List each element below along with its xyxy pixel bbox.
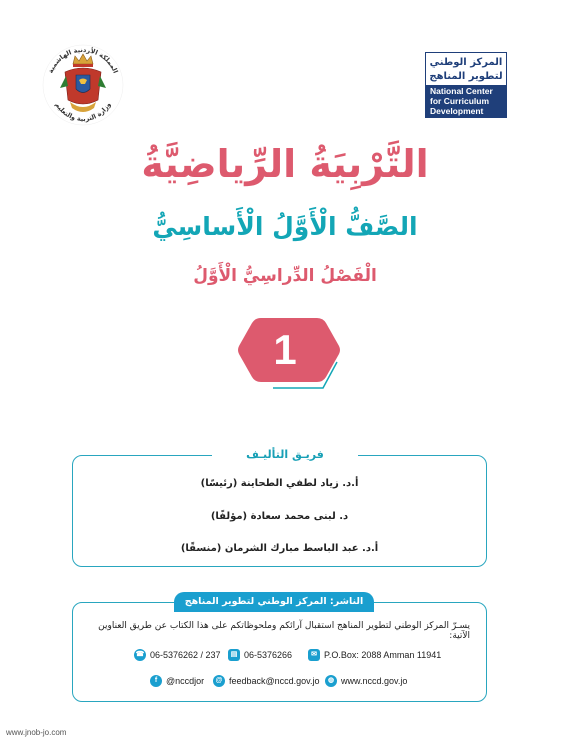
ncc-logo-english-line3: Development bbox=[430, 106, 484, 116]
ministry-emblem bbox=[40, 42, 126, 128]
fax-number: 06-5376266 bbox=[244, 650, 293, 660]
subject-title: التَّرْبِيَةُ الرِّياضِيَّةُ bbox=[141, 142, 429, 186]
contact-fax bbox=[228, 647, 292, 663]
author-item: أ.د. عبد الباسط مبارك الشرمان (منسقًا) bbox=[180, 543, 379, 554]
contact-email[interactable] bbox=[213, 673, 320, 689]
email-address[interactable]: feedback@nccd.gov.jo bbox=[229, 676, 320, 686]
emblem-bottom-text: وزارة التربية والتعليم bbox=[53, 100, 113, 124]
publisher-text: يسـرّ المركز الوطني لتطوير المناهج استقبال آرائكم وملحوظاتكم على هذا الكتاب عن طريق العناوين الآتية: bbox=[98, 621, 470, 641]
contact-facebook[interactable] bbox=[150, 673, 204, 689]
author-item: أ.د. زياد لطفي الطحاينة (رئيسًا) bbox=[200, 478, 359, 489]
authors-heading: فريـق التأليـف bbox=[212, 444, 358, 466]
part-number: 1 bbox=[273, 326, 297, 373]
mailbox-icon: ✉ bbox=[308, 649, 320, 661]
pobox-address: P.O.Box: 2088 Amman 11941 bbox=[324, 650, 442, 660]
facebook-icon: f bbox=[150, 675, 162, 687]
facebook-handle[interactable]: @nccdjor bbox=[166, 676, 205, 686]
ncc-logo-english bbox=[426, 85, 506, 117]
publisher-heading: الناشر: المركز الوطني لتطوير المناهج bbox=[174, 592, 374, 612]
contact-website[interactable] bbox=[325, 673, 407, 689]
phone-icon: ☎ bbox=[134, 649, 146, 661]
email-icon: @ bbox=[213, 675, 225, 687]
contact-pobox bbox=[308, 647, 441, 663]
fax-icon: ▤ bbox=[228, 649, 240, 661]
ncc-logo-english-line1: National Center bbox=[430, 86, 493, 96]
globe-icon: ◍ bbox=[325, 675, 337, 687]
ncc-logo-arabic-line2: لتطوير المناهج bbox=[429, 71, 503, 82]
website-url[interactable]: www.nccd.gov.jo bbox=[341, 676, 408, 686]
ncc-logo-arabic bbox=[426, 53, 506, 85]
grade-title: الصَّفُّ الْأَوَّلُ الْأَساسِيُّ bbox=[152, 212, 418, 241]
contact-phone bbox=[134, 647, 221, 663]
author-item: د. لبنى محمد سعادة (مؤلفًا) bbox=[210, 511, 349, 522]
source-watermark: www.jnob-jo.com bbox=[6, 728, 67, 737]
semester-title: الْفَصْلُ الدِّراسِيُّ الْأَوَّلُ bbox=[193, 266, 377, 286]
emblem-top-text: المملكة الأردنية الهاشمية bbox=[46, 45, 120, 75]
phone-number: 06-5376262 / 237 bbox=[150, 650, 221, 660]
ncc-logo-english-line2: for Curriculum bbox=[430, 96, 490, 106]
ncc-logo bbox=[425, 52, 507, 118]
ncc-logo-arabic-line1: المركز الوطني bbox=[429, 57, 503, 68]
